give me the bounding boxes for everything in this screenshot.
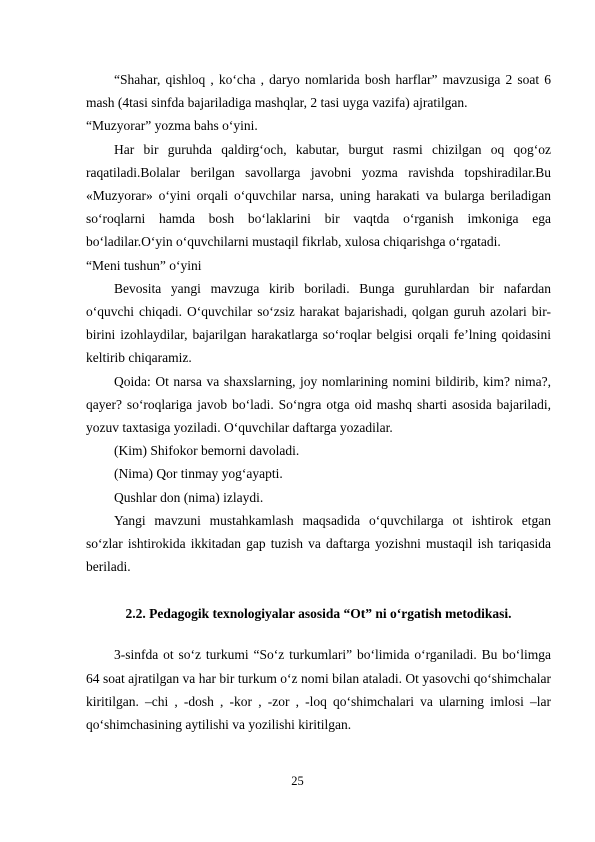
paragraph-section-body: 3-sinfda ot so‘z turkumi “So‘z turkumlari” bo‘limida o‘rganiladi. Bu bo‘limga 64 soat ajratilgan va har bir turkum o‘z nomi bilan ataladi. Ot yasovchi qo‘shimchalar kiritilgan. –chi , -dosh , -kor , -zor , -loq qo‘shimchalari va ularning imlosi –lar qo‘shimchasining aytilishi va yozilishi kiritilgan. xyxy=(86,647,551,733)
paragraph-topic-intro: “Shahar, qishloq , ko‘cha , daryo nomlarida bosh harflar” mavzusiga 2 soat 6 mash (4tasi sinfda bajariladiga mashqlar, 2 tasi uyga vazifa) ajratilgan. xyxy=(86,72,551,111)
paragraph-muzyorar-description: Har bir guruhda qaldirg‘och, kabutar, burgut rasmi chizilgan oq qog‘oz raqatiladi.Bolalar berilgan savollarga javobni yozma ravishda topshiradilar.Bu «Muzyorar» o‘yini orqali o‘quvchilar narsa, uning harakati va bularga beriladigan so‘roqlarni hamda bosh bo‘laklarini bir vaqtda o‘rganish imkoniga ega bo‘ladilar.O‘yin o‘quvchilarni mustaqil fikrlab, xulosa chiqarishga o‘rgatadi. xyxy=(86,141,551,250)
page-number: 25 xyxy=(291,774,304,788)
example-sentence-2: (Nima) Qor tinmay yog‘ayapti. xyxy=(114,466,283,482)
paragraph-reinforcement: Yangi mavzuni mustahkamlash maqsadida o‘quvchilarga ot ishtirok etgan so‘zlar ishtirokida ikkitadan gap tuzish va daftarga yozishni mustaqil ish tariqasida beriladi. xyxy=(86,512,551,575)
section-heading: 2.2. Pedagogik texnologiyalar asosida “Ot” ni o‘rgatish metodikasi. xyxy=(125,606,512,622)
paragraph-rule: Qoida: Ot narsa va shaxslarning, joy nomlarining nomini bildirib, kim? nima?, qayer? so‘roqlariga javob bo‘ladi. So‘ngra otga oid mashq sharti asosida bajariladi, yozuv taxtasiga yoziladi. O‘quvchilar daftarga yozadilar. xyxy=(86,373,551,436)
game-title-meni-tushun: “Meni tushun” o‘yini xyxy=(86,257,202,273)
paragraph-meni-tushun-description: Bevosita yangi mavzuga kirib boriladi. Bunga guruhlardan bir nafardan o‘quvchi chiqadi. O‘quvchilar so‘zsiz harakat bajarishadi, qolgan guruh azolari bir-birini izohlaydilar, bajarilgan harakatlarga so‘roqlar belgisi orqali fe’lning qoidasini keltirib chiqaramiz. xyxy=(86,280,551,366)
game-title-muzyorar: “Muzyorar” yozma bahs o‘yini. xyxy=(86,118,258,134)
document-page xyxy=(86,68,551,736)
example-sentence-1: (Kim) Shifokor bemorni davoladi. xyxy=(114,443,300,459)
example-sentence-3: Qushlar don (nima) izlaydi. xyxy=(114,489,264,505)
